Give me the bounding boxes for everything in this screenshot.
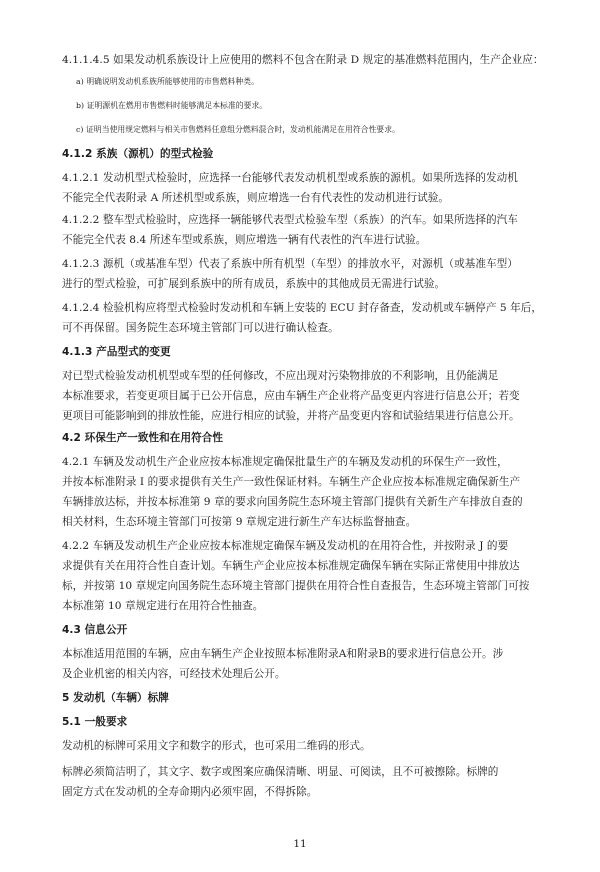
text-line: 并按本标准附录 I 的要求提供有关生产一致性保证材料。车辆生产企业应按本标准规定确保新生产 — [62, 476, 521, 488]
text-line: 对已型式检验发动机机型或车型的任何修改，不应出现对污染物排放的不利影响，且仍能满足 — [62, 370, 499, 382]
text-line: 发动机的标牌可采用文字和数字的形式，也可采用二维码的形式。 — [62, 740, 371, 752]
text-line: 4.1.1.4.5 如果发动机系族设计上应使用的燃料不包含在附录 D 规定的基准燃料范围内，生产企业应： — [62, 54, 544, 66]
text-line: 不能完全代表 8.4 所述车型或系族，则应增选一辆有代表性的汽车进行试验。 — [62, 234, 427, 246]
text-line: b) 证明源机在燃用市售燃料时能够满足本标准的要求。 — [76, 101, 268, 110]
text-line: 更项目可能影响到的排放性能，应进行相应的试验，并将产品变更内容和试验结果进行信息公开。 — [62, 410, 520, 422]
section-heading: 5.1 一般要求 — [62, 716, 128, 728]
text-line: 车辆排放达标，并按本标准第 9 章的要求向国务院生态环境主管部门提供有关新生产车排放自查的 — [62, 496, 523, 508]
text-line: 标牌必须简洁明了，其文字、数字或图案应确保清晰、明显、可阅读，且不可被擦除。标牌的 — [62, 766, 499, 778]
text-line: 求提供有关在用符合性自查计划。车辆生产企业应按本标准规定确保车辆在实际正常使用中排放达 — [62, 560, 520, 572]
text-line: 本标准要求，若变更项目属于已公开信息，应由车辆生产企业将产品变更内容进行信息公开；若变 — [62, 390, 520, 402]
text-line: 4.1.2.1 发动机型式检验时，应选择一台能够代表发动机机型或系族的源机。如果所选择的发动机 — [62, 172, 518, 184]
text-line: 4.1.2.4 检验机构应将型式检验时发动机和车辆上安装的 ECU 封存备查，发动机或车辆停产 5 年后， — [62, 302, 543, 314]
text-line: 固定方式在发动机的全寿命期内必须牢固，不得拆除。 — [62, 786, 318, 798]
text-line: 及企业机密的相关内容，可经技术处理后公开。 — [62, 668, 286, 680]
section-heading: 4.1.3 产品型式的变更 — [62, 346, 171, 358]
section-heading: 4.3 信息公开 — [62, 624, 128, 636]
text-line: 4.1.2.3 源机（或基准车型）代表了系族中所有机型（车型）的排放水平，对源机（或基准车型） — [62, 258, 518, 270]
text-line: c) 证明当使用规定燃料与相关市售燃料任意组分燃料混合时，发动机能满足在用符合性要求。 — [76, 125, 400, 134]
text-line: 4.2.1 车辆及发动机生产企业应按本标准规定确保批量生产的车辆及发动机的环保生产一致性， — [62, 456, 508, 468]
text-line: 相关材料，生态环境主管部门可按第 9 章规定进行新生产车达标监督抽查。 — [62, 516, 417, 528]
text-line: 可不再保留。国务院生态环境主管部门可以进行确认检查。 — [62, 322, 339, 334]
section-heading: 4.2 环保生产一致性和在用符合性 — [62, 432, 224, 444]
text-line: 本标准适用范围的车辆，应由车辆生产企业按照本标准附录A和附录B的要求进行信息公开。涉 — [62, 648, 504, 660]
section-heading: 4.1.2 系族（源机）的型式检验 — [62, 148, 214, 160]
page-number: 11 — [293, 838, 307, 850]
text-line: 标，并按第 10 章规定向国务院生态环境主管部门提供在用符合性自查报告，生态环境主管部门可按 — [62, 580, 530, 592]
text-line: 不能完全代表附录 A 所述机型或系族，则应增选一台有代表性的发动机进行试验。 — [62, 192, 450, 204]
text-line: 进行的型式检验，可扩展到系族中的所有成员，系族中的其他成员无需进行试验。 — [62, 278, 446, 290]
text-line: 4.1.2.2 整车型式检验时，应选择一辆能够代表型式检验车型（系族）的汽车。如果所选择的汽车 — [62, 214, 518, 226]
text-line: 本标准第 10 章规定进行在用符合性抽查。 — [62, 600, 264, 612]
text-line: a) 明确说明发动机系族所能够使用的市售燃料种类。 — [76, 77, 259, 86]
section-heading: 5 发动机（车辆）标牌 — [62, 692, 169, 704]
text-line: 4.2.2 车辆及发动机生产企业应按本标准规定确保车辆及发动机的在用符合性，并按附录 J 的要 — [62, 540, 509, 552]
